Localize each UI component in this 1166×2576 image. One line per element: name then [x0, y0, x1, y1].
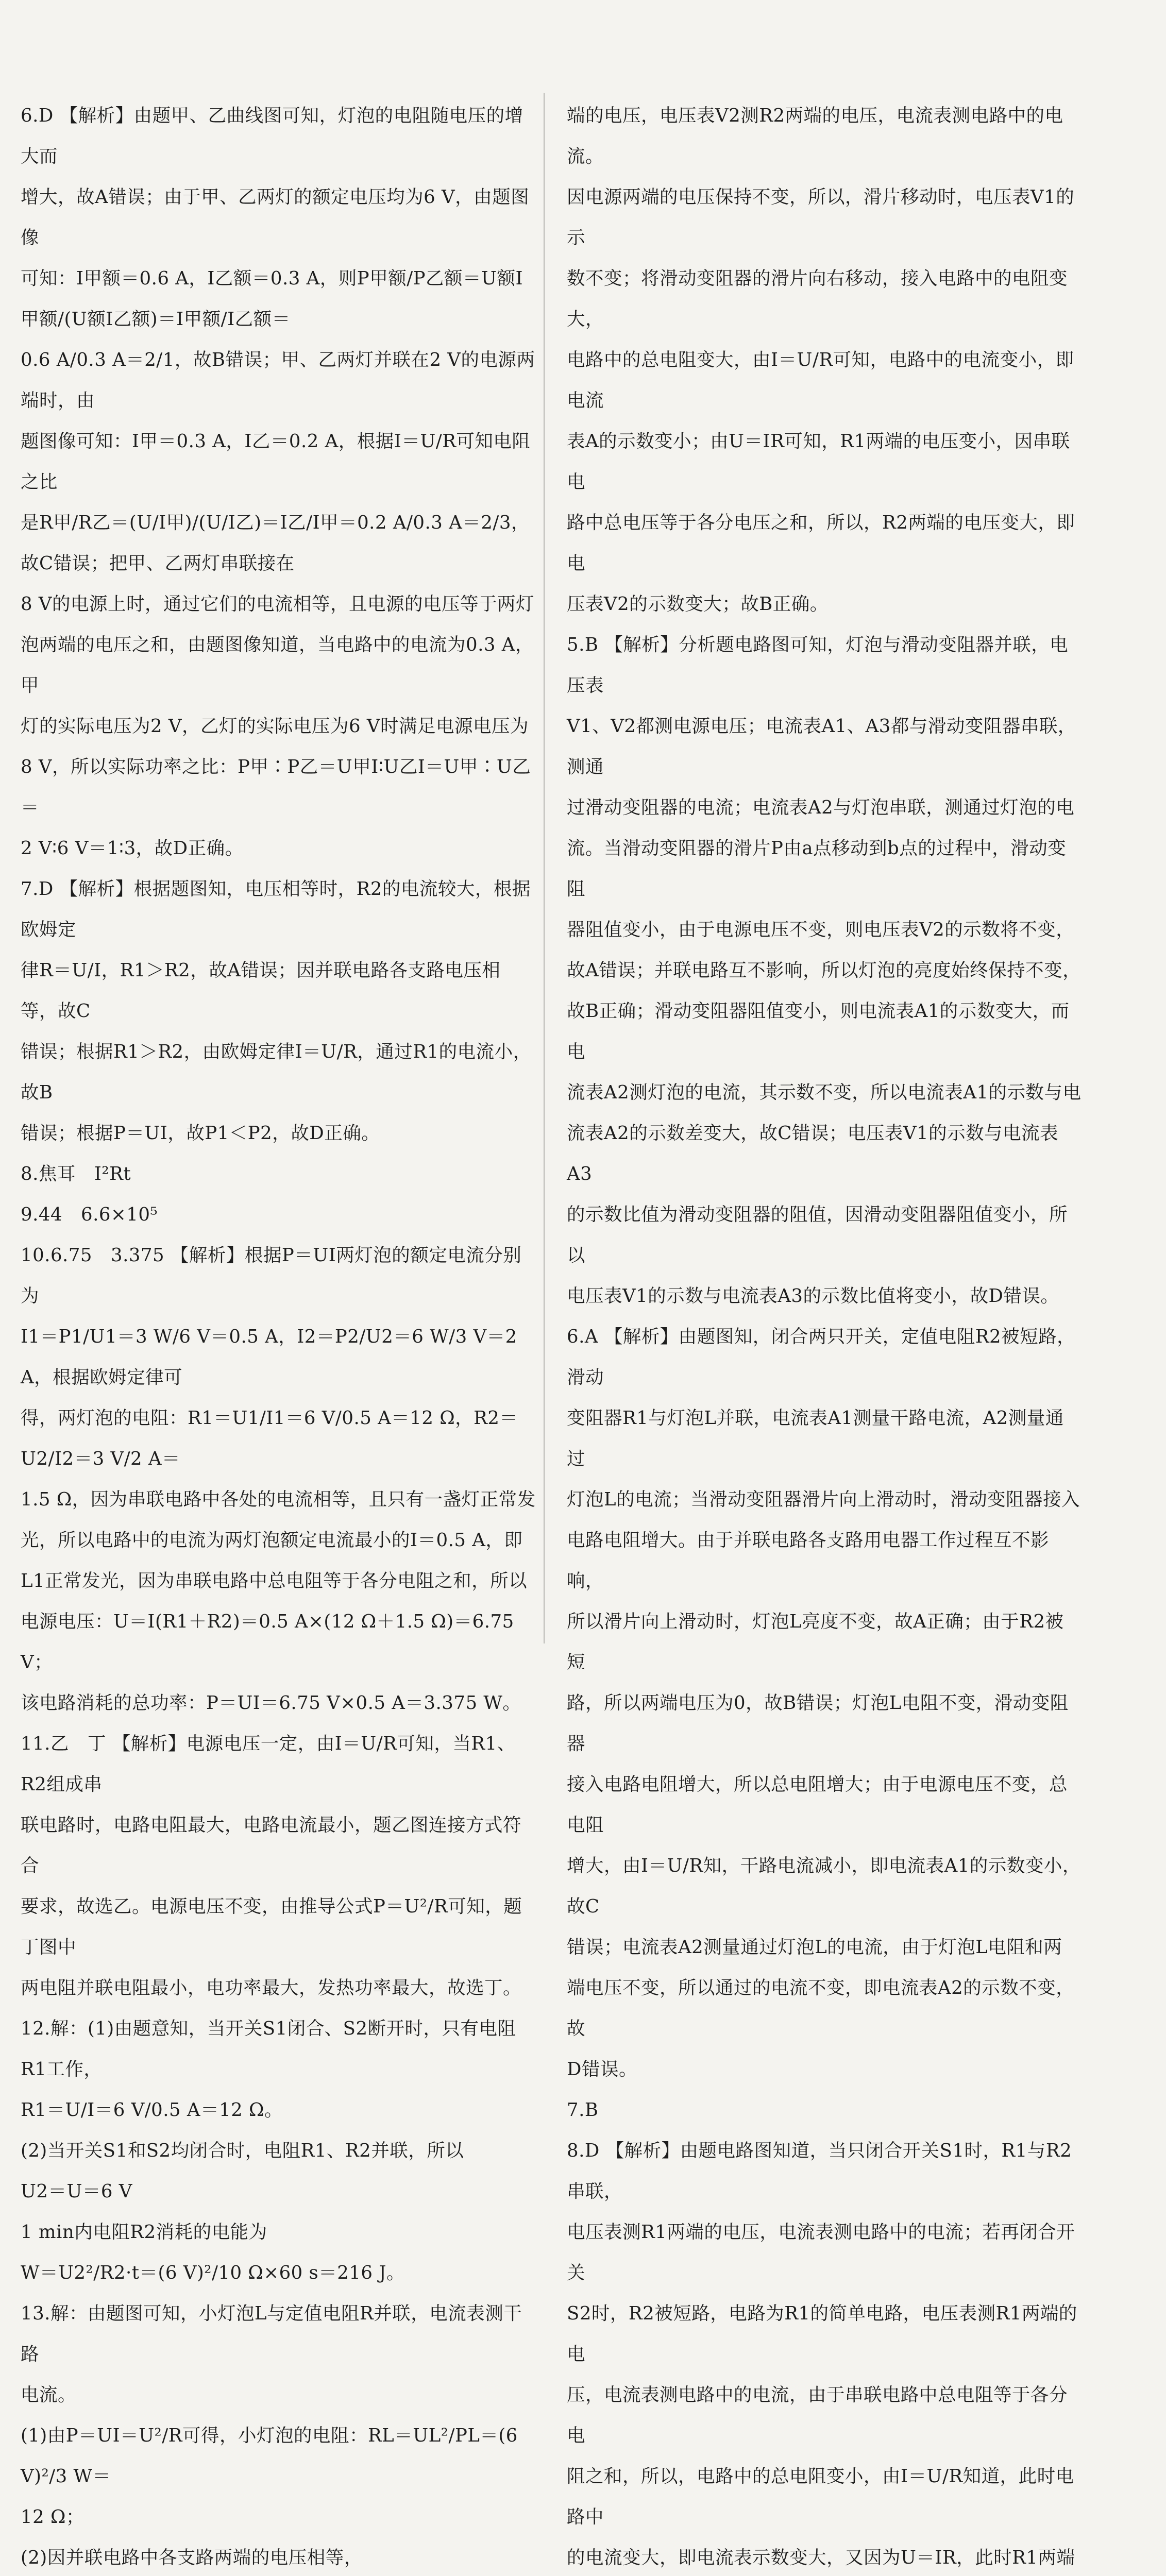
text-line: 数不变；将滑动变阻器的滑片向右移动，接入电路中的电阻变大，	[567, 268, 1068, 330]
text-line: V1、V2都测电源电压；电流表A1、A3都与滑动变阻器串联，测通	[567, 716, 1076, 777]
text-line: 7.D 【解析】根据题图知，电压相等时，R2的电流较大，根据欧姆定	[21, 878, 531, 940]
text-line: 故A错误；并联电路互不影响，所以灯泡的亮度始终保持不变，	[567, 960, 1081, 981]
text-line: 接入电路电阻增大，所以总电阻增大；由于电源电压不变，总电阻	[567, 1774, 1068, 1836]
text-line: 增大，故A错误；由于甲、乙两灯的额定电压均为6 V，由题图像	[21, 187, 530, 248]
text-line: 的示数比值为滑动变阻器的阻值，因滑动变阻器阻值变小，所以	[567, 1204, 1068, 1266]
text-line: 1 min内电阻R2消耗的电能为	[21, 2222, 267, 2243]
text-line: 变阻器R1与灯泡L并联，电流表A1测量干路电流，A2测量通过	[567, 1408, 1064, 1469]
text-line: 要求，故选乙。电源电压不变，由推导公式P＝U²/R可知，题丁图中	[21, 1896, 522, 1958]
text-line: (2)当开关S1和S2均闭合时，电阻R1、R2并联，所以	[21, 2140, 464, 2161]
text-line: 该电路消耗的总功率：P＝UI＝6.75 V×0.5 A＝3.375 W。	[21, 1692, 521, 1714]
text-line: 阻之和，所以，电路中的总电阻变小，由I＝U/R知道，此时电路中	[567, 2466, 1074, 2528]
text-line: 灯的实际电压为2 V，乙灯的实际电压为6 V时满足电源电压为	[21, 716, 529, 737]
text-line: 8 V的电源上时，通过它们的电流相等，且电源的电压等于两灯	[21, 594, 535, 615]
text-line: 电源电压：U＝I(R1＋R2)＝0.5 A×(12 Ω＋1.5 Ω)＝6.75 V；	[21, 1611, 520, 1673]
text-line: 过滑动变阻器的电流；电流表A2与灯泡串联，测通过灯泡的电	[567, 797, 1075, 818]
text-line: 6.D 【解析】由题甲、乙曲线图可知，灯泡的电阻随电压的增大而	[21, 105, 523, 167]
text-line: 12.解：(1)由题意知，当开关S1闭合、S2断开时，只有电阻R1工作，	[21, 2018, 516, 2080]
text-line: 所以滑片向上滑动时，灯泡L亮度不变，故A正确；由于R2被短	[567, 1611, 1064, 1673]
text-line: 律R＝U/I，R1＞R2，故A错误；因并联电路各支路电压相等，故C	[21, 960, 501, 1022]
text-line: 电压表测R1两端的电压，电流表测电路中的电流；若再闭合开关	[567, 2222, 1075, 2283]
text-line: 因电源两端的电压保持不变，所以，滑片移动时，电压表V1的示	[567, 187, 1075, 248]
text-line: 1.5 Ω，因为串联电路中各处的电流相等，且只有一盏灯正常发	[21, 1489, 536, 1510]
text-line: 电路电阻增大。由于并联电路各支路用电器工作过程互不影响，	[567, 1530, 1050, 1591]
text-line: 题图像可知：I甲＝0.3 A，I乙＝0.2 A，根据I＝U/R可知电阻之比	[21, 431, 531, 493]
text-line: 流表A2测灯泡的电流，其示数不变，所以电流表A1的示数与电	[567, 1082, 1081, 1103]
text-line: 5.B 【解析】分析题电路图可知，灯泡与滑动变阻器并联，电压表	[567, 634, 1069, 696]
text-line: 12 Ω；	[21, 2506, 85, 2528]
text-line: 表A的示数变小；由U＝IR可知，R1两端的电压变小，因串联电	[567, 431, 1070, 493]
text-line: 8.D 【解析】由题电路图知道，当只闭合开关S1时，R1与R2串联，	[567, 2140, 1072, 2202]
text-line: 流。当滑动变阻器的滑片P由a点移动到b点的过程中，滑动变阻	[567, 838, 1067, 900]
text-line: 压，电流表测电路中的电流，由于串联电路中总电阻等于各分电	[567, 2384, 1068, 2446]
text-line: 可知：I甲额＝0.6 A，I乙额＝0.3 A，则P甲额/P乙额＝U额I甲额/(U额I乙额)＝I甲额/I乙额＝	[21, 268, 523, 330]
left-column	[21, 95, 536, 2576]
text-line: S2时，R2被短路，电路为R1的简单电路，电压表测R1两端的电	[567, 2303, 1077, 2365]
text-line: 8 V，所以实际功率之比：P甲∶P乙＝U甲I∶U乙I＝U甲∶U乙＝	[21, 756, 531, 818]
text-line: 2 V∶6 V＝1∶3，故D正确。	[21, 838, 244, 859]
text-line: 11.乙 丁 【解析】电源电压一定，由I＝U/R可知，当R1、R2组成串	[21, 1733, 516, 1795]
text-line: 电流。	[21, 2384, 77, 2405]
text-line: 两电阻并联电阻最小，电功率最大，发热功率最大，故选丁。	[21, 1977, 522, 1998]
text-line: 电路中的总电阻变大，由I＝U/R可知，电路中的电流变小，即电流	[567, 349, 1074, 411]
text-line: 泡两端的电压之和，由题图像知道，当电路中的电流为0.3 A，甲	[21, 634, 534, 696]
text-line: 路中总电压等于各分电压之和，所以，R2两端的电压变大，即电	[567, 512, 1075, 574]
text-line: 端的电压，电压表V2测R2两端的电压，电流表测电路中的电流。	[567, 105, 1063, 167]
text-line: 流表A2的示数差变大，故C错误；电压表V1的示数与电流表A3	[567, 1123, 1059, 1184]
text-line: 8.焦耳 I²Rt	[21, 1163, 131, 1184]
text-line: 9.44 6.6×10⁵	[21, 1204, 158, 1225]
text-line: 10.6.75 3.375 【解析】根据P＝UI两灯泡的额定电流分别为	[21, 1245, 522, 1307]
text-line: 错误；根据P＝UI，故P1＜P2，故D正确。	[21, 1123, 380, 1144]
right-column	[567, 95, 1082, 2576]
text-line: 联电路时，电路电阻最大，电路电流最小，题乙图连接方式符合	[21, 1815, 522, 1876]
text-line: 错误；电流表A2测量通过灯泡L的电流，由于灯泡L电阻和两	[567, 1937, 1062, 1958]
text-line: 13.解：由题图可知，小灯泡L与定值电阻R并联，电流表测干路	[21, 2303, 522, 2365]
text-line: (1)由P＝UI＝U²/R可得，小灯泡的电阻：RL＝UL²/PL＝(6 V)²/3 W＝	[21, 2425, 524, 2487]
text-line: 光，所以电路中的电流为两灯泡额定电流最小的I＝0.5 A，即	[21, 1530, 523, 1551]
text-line: 7.B	[567, 2099, 599, 2121]
text-line: 压表V2的示数变大；故B正确。	[567, 594, 829, 615]
text-line: 端电压不变，所以通过的电流不变，即电流表A2的示数不变，故	[567, 1977, 1075, 2039]
text-line: D错误。	[567, 2059, 637, 2080]
text-line: 灯泡L的电流；当滑动变阻器滑片向上滑动时，滑动变阻器接入	[567, 1489, 1080, 1510]
text-line: 电压表V1的示数与电流表A3的示数比值将变小，故D错误。	[567, 1285, 1059, 1307]
text-line: 的电流变大，即电流表示数变大，又因为U＝IR，此时R1两端	[567, 2547, 1075, 2568]
text-line: (2)因并联电路中各支路两端的电压相等，	[21, 2547, 363, 2568]
column-divider	[544, 93, 545, 1643]
text-line: 路，所以两端电压为0，故B错误；灯泡L电阻不变，滑动变阻器	[567, 1692, 1069, 1754]
text-line: I1＝P1/U1＝3 W/6 V＝0.5 A，I2＝P2/U2＝6 W/3 V＝2 A，根据欧姆定律可	[21, 1326, 523, 1388]
text-line: 是R甲/R乙＝(U/I甲)/(U/I乙)＝I乙/I甲＝0.2 A/0.3 A＝2/3，故C错误；把甲、乙两灯串联接在	[21, 512, 530, 574]
text-line: R1＝U/I＝6 V/0.5 A＝12 Ω。	[21, 2099, 283, 2121]
text-line: 器阻值变小，由于电源电压不变，则电压表V2的示数将不变，	[567, 919, 1075, 940]
text-line: 增大，由I＝U/R知，干路电流减小，即电流表A1的示数变小，故C	[567, 1855, 1081, 1917]
text-line: 0.6 A/0.3 A＝2/1，故B错误；甲、乙两灯并联在2 V的电源两端时，由	[21, 349, 535, 411]
text-line: 故B正确；滑动变阻器阻值变小，则电流表A1的示数变大，而电	[567, 1001, 1070, 1062]
text-line: W＝U2²/R2·t＝(6 V)²/10 Ω×60 s＝216 J。	[21, 2262, 405, 2283]
text-line: L1正常发光，因为串联电路中总电阻等于各分电阻之和，所以	[21, 1570, 528, 1591]
text-line: U2＝U＝6 V	[21, 2181, 132, 2202]
text-line: 错误；根据R1＞R2，由欧姆定律I＝U/R，通过R1的电流小，故B	[21, 1041, 532, 1103]
text-line: 6.A 【解析】由题图知，闭合两只开关，定值电阻R2被短路，滑动	[567, 1326, 1076, 1388]
text-line: 得，两灯泡的电阻：R1＝U1/I1＝6 V/0.5 A＝12 Ω，R2＝U2/I2＝3 V/2 A＝	[21, 1408, 518, 1469]
